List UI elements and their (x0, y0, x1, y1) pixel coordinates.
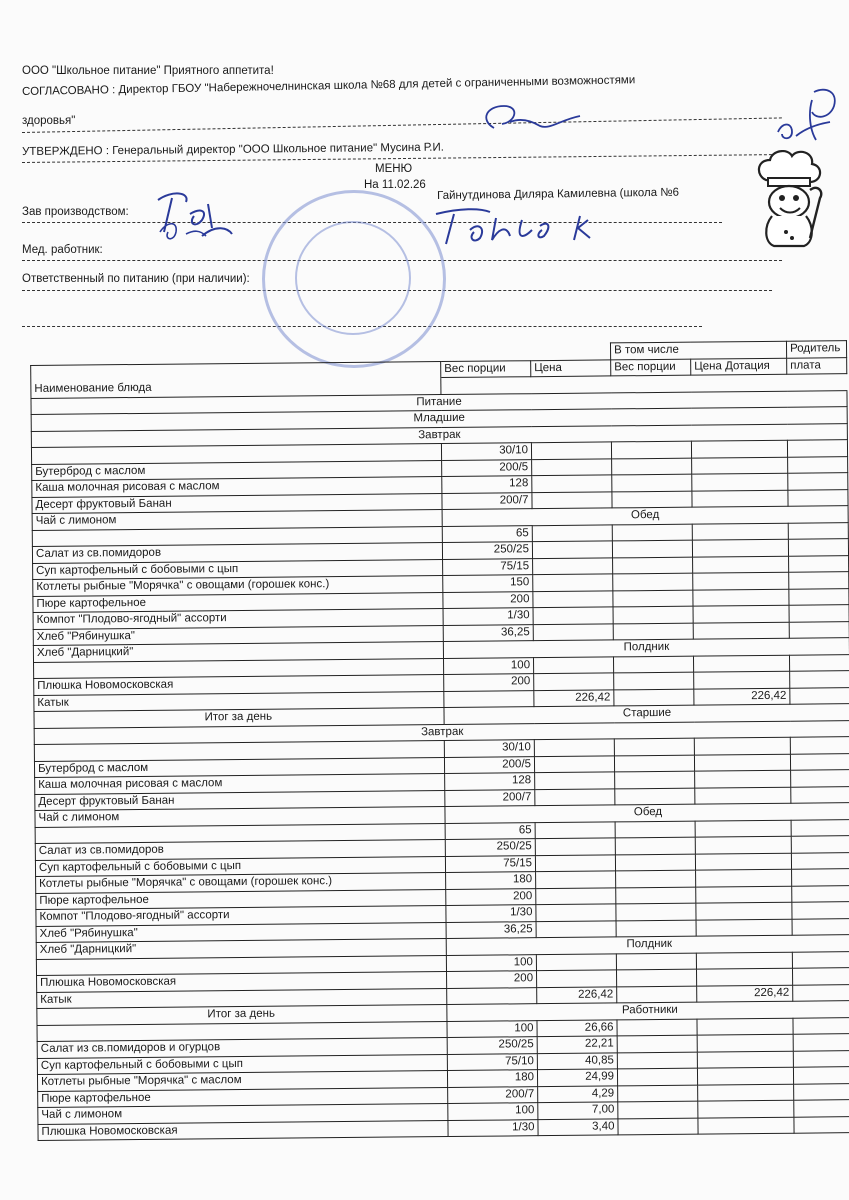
menu-date: На 11.02.26 (364, 179, 426, 191)
including-header: В том числе (610, 341, 786, 359)
inc-weight-cell (612, 491, 692, 508)
subsidy-cell (692, 490, 788, 507)
portion-weight: 200/7 (442, 492, 532, 509)
subsidy-cell (697, 1067, 793, 1084)
section-label: Завтрак (31, 423, 847, 447)
section-label: Обед (442, 506, 848, 526)
portion-weight: 65 (445, 822, 535, 839)
inc-weight-cell (612, 540, 692, 557)
portion-weight: 200/5 (442, 459, 532, 476)
inc-weight-cell (613, 656, 693, 673)
inc-weight-cell (616, 953, 696, 970)
dish-name: Каша молочная рисовая с маслом (35, 774, 445, 794)
price-cell (534, 755, 614, 772)
price-cell (531, 442, 611, 459)
price-cell (534, 673, 614, 690)
dish-name: Суп картофельный с бобовыми с цып (33, 559, 443, 579)
inc-weight-cell (616, 920, 696, 937)
price-cell (535, 772, 615, 789)
section-label: Полдник (446, 935, 849, 955)
price-cell (534, 739, 614, 756)
subsidy-cell (698, 1084, 794, 1101)
price-cell (533, 557, 613, 574)
subsidy-cell (697, 1034, 793, 1051)
portion-weight: 1/30 (443, 608, 533, 625)
approved-line: УТВЕРЖДЕНО : Генеральный директор "ООО Школьное питание" Мусина Р.И. (22, 141, 444, 158)
subsidy-cell (697, 1051, 793, 1068)
dish-name: Хлеб "Рябинушка" (36, 922, 446, 942)
parent-pay-cell (789, 555, 849, 572)
inc-weight-cell (618, 1101, 698, 1118)
parent-pay-cell (793, 1034, 849, 1051)
portion-weight (444, 690, 534, 707)
parent-pay-cell (788, 539, 848, 556)
price-cell (536, 953, 616, 970)
portion-weight (447, 987, 537, 1004)
inc-weight-cell (613, 557, 693, 574)
parent-header-2: плата (787, 357, 847, 374)
inc-weight-cell (612, 524, 692, 541)
inc-weight-cell (616, 969, 696, 986)
portion-weight: 100 (447, 1020, 537, 1037)
price-cell (535, 838, 615, 855)
dish-name: Катык (37, 988, 447, 1008)
portion-weight: 100 (443, 657, 533, 674)
inc-weight-cell (612, 458, 692, 475)
dish-name: Плюшка Новомосковская (34, 675, 444, 695)
agreed-line: СОГЛАСОВАНО : Директор ГБОУ "Набережночелнинская школа №68 для детей с ограниченными возможностями (22, 74, 636, 98)
section-label: Старшие (444, 704, 849, 724)
subsidy-cell: 226,42 (694, 688, 790, 705)
portion-weight: 200/5 (444, 756, 534, 773)
dish-name: Чай с лимоном (38, 1104, 448, 1124)
subsidy-cell (694, 671, 790, 688)
price-cell: 22,21 (537, 1036, 617, 1053)
inc-weight-cell (616, 870, 696, 887)
subsidy-cell (696, 886, 792, 903)
portion-weight: 150 (443, 575, 533, 592)
total-label: Итог за день (34, 708, 444, 728)
price-cell: 226,42 (537, 986, 617, 1003)
portion-weight: 200 (443, 591, 533, 608)
inc-weight-cell (617, 1019, 697, 1036)
subsidy-cell (695, 770, 791, 787)
subsidy-cell (694, 737, 790, 754)
portion-weight: 128 (442, 476, 532, 493)
parent-header: Родитель (786, 341, 846, 358)
signature-production-chief (150, 186, 240, 246)
parent-pay-cell (793, 984, 849, 1001)
parent-pay-cell (794, 1083, 849, 1100)
price-cell (533, 574, 613, 591)
menu-title: МЕНЮ (375, 163, 413, 175)
parent-pay-cell (788, 489, 848, 506)
portion-weight: 200/7 (445, 789, 535, 806)
inc-weight-cell (616, 903, 696, 920)
subsidy-cell (692, 539, 788, 556)
parent-pay-cell (794, 1100, 849, 1117)
parent-pay-cell (791, 770, 849, 787)
parent-pay-cell (790, 753, 849, 770)
parent-pay-cell (792, 902, 849, 919)
dish-name: Компот "Плодово-ягодный" ассорти (36, 906, 446, 926)
dish-name: Плюшка Новомосковская (37, 972, 447, 992)
portion-weight: 250/25 (445, 839, 535, 856)
portion-weight: 30/10 (441, 443, 531, 460)
subsidy-cell (693, 572, 789, 589)
inc-weight-cell (617, 986, 697, 1003)
subsidy-cell (696, 968, 792, 985)
parent-pay-cell (791, 786, 849, 803)
subsidy-cell: 226,42 (697, 985, 793, 1002)
parent-pay-cell (793, 1067, 849, 1084)
subsidy-cell (695, 787, 791, 804)
parent-pay-cell (787, 440, 847, 457)
price-cell: 40,85 (537, 1052, 617, 1069)
price-cell (533, 623, 613, 640)
price-cell (532, 475, 612, 492)
price-cell (535, 854, 615, 871)
section-label: Младшие (31, 407, 847, 431)
parent-pay-cell (788, 473, 848, 490)
subsidy-cell (695, 853, 791, 870)
subsidy-cell (696, 952, 792, 969)
portion-weight: 75/15 (443, 558, 533, 575)
portion-weight: 75/15 (445, 855, 535, 872)
subsidy-cell (696, 869, 792, 886)
portion-weight: 200 (447, 971, 537, 988)
inc-weight-cell (618, 1118, 698, 1135)
parent-pay-cell (788, 522, 848, 539)
dish-name: Бутерброд с маслом (34, 757, 444, 777)
section-label: Питание (31, 390, 847, 414)
portion-weight: 100 (448, 1103, 538, 1120)
dish-name: Котлеты рыбные "Морячка" с овощами (горошек конс.) (33, 576, 443, 596)
dish-name: Хлеб "Рябинушка" (33, 625, 443, 645)
section-label: Работники (447, 1001, 849, 1021)
inc-weight-cell (616, 887, 696, 904)
price-cell (535, 821, 615, 838)
price-cell (532, 491, 612, 508)
subsidy-cell (696, 902, 792, 919)
agreed-underline (22, 117, 782, 133)
dish-name: Салат из св.помидоров (35, 840, 445, 860)
dish-name: Бутерброд с маслом (32, 460, 442, 480)
company-line: ООО "Школьное питание" Приятного аппетита! (22, 65, 274, 77)
parent-pay-cell (791, 852, 849, 869)
inc-weight-cell (617, 1052, 697, 1069)
subsidy-cell (693, 655, 789, 672)
portion-weight: 200/7 (448, 1086, 538, 1103)
inc-weight-cell (613, 590, 693, 607)
portion-weight: 200 (444, 674, 534, 691)
portion-weight: 1/30 (448, 1119, 538, 1136)
signature-name (430, 206, 610, 250)
dish-name: Компот "Плодово-ягодный" ассорти (33, 609, 443, 629)
inc-weight-cell (615, 837, 695, 854)
menu-table-sheet (30, 340, 849, 1141)
responsible-label: Ответственный по питанию (при наличии): (22, 273, 250, 285)
inc-weight-cell (615, 788, 695, 805)
dish-name: Десерт фруктовый Банан (35, 790, 445, 810)
price-cell (536, 904, 616, 921)
subsidy-cell (693, 622, 789, 639)
subsidy-cell (697, 1018, 793, 1035)
portion-weight: 200 (446, 888, 536, 905)
subsidy-cell (696, 919, 792, 936)
price-cell: 3,40 (538, 1118, 618, 1135)
parent-pay-cell (792, 918, 849, 935)
dish-name: Котлеты рыбные "Морячка" с овощами (горошек конс.) (36, 873, 446, 893)
parent-pay-cell (789, 605, 849, 622)
subsidy-cell (692, 473, 788, 490)
price-cell (532, 524, 612, 541)
portion-weight: 100 (446, 954, 536, 971)
subsidy-cell (698, 1117, 794, 1134)
parent-pay-cell (789, 572, 849, 589)
dish-name: Катык (34, 691, 444, 711)
portion-weight: 180 (447, 1070, 537, 1087)
price-cell (533, 607, 613, 624)
parent-pay-cell (792, 951, 849, 968)
portion-weight: 250/25 (447, 1037, 537, 1054)
subsidy-cell (695, 836, 791, 853)
section-label: Завтрак (34, 720, 849, 744)
dish-name: Чай с лимоном (32, 510, 442, 530)
subsidy-cell (693, 556, 789, 573)
inc-weight-cell (613, 623, 693, 640)
parent-pay-cell (790, 687, 849, 704)
price-cell: 226,42 (534, 689, 614, 706)
parent-pay-cell (789, 654, 849, 671)
inc-weight-header: Вес порции (611, 359, 691, 376)
price-cell (535, 788, 615, 805)
dish-name: Суп картофельный с бобовыми с цып (37, 1054, 447, 1074)
dish-name: Плюшка Новомосковская (38, 1120, 448, 1140)
subsidy-cell (692, 457, 788, 474)
dish-name: Чай с лимоном (35, 807, 445, 827)
portion-weight: 250/25 (442, 542, 532, 559)
portion-weight: 1/30 (446, 905, 536, 922)
inc-weight-cell (611, 441, 691, 458)
section-label: Обед (445, 803, 849, 823)
inc-weight-cell (618, 1085, 698, 1102)
parent-pay-cell (790, 671, 849, 688)
subsidy-cell (692, 523, 788, 540)
subsidy-cell (695, 820, 791, 837)
parent-pay-cell (793, 1017, 849, 1034)
dish-name: Салат из св.помидоров (32, 543, 442, 563)
dish-name: Котлеты рыбные "Морячка" с маслом (37, 1071, 447, 1091)
price-cell (532, 541, 612, 558)
portion-weight: 65 (442, 525, 532, 542)
production-chief-label: Зав производством: (22, 206, 129, 218)
price-cell: 26,66 (537, 1019, 617, 1036)
inc-weight-cell (612, 474, 692, 491)
price-cell (537, 970, 617, 987)
weight-header: Вес порции (441, 360, 531, 377)
inc-weight-cell (615, 821, 695, 838)
portion-weight: 36,25 (446, 921, 536, 938)
dish-name: Пюре картофельное (38, 1087, 448, 1107)
parent-pay-cell (789, 588, 849, 605)
inc-weight-cell (614, 738, 694, 755)
inc-weight-cell (615, 771, 695, 788)
portion-weight: 128 (445, 773, 535, 790)
price-cell (533, 656, 613, 673)
parent-pay-cell (792, 968, 849, 985)
round-stamp (262, 190, 446, 368)
price-cell: 7,00 (538, 1102, 618, 1119)
price-cell: 24,99 (537, 1069, 617, 1086)
dish-name: Хлеб "Дарницкий" (33, 642, 443, 662)
parent-pay-cell (792, 885, 849, 902)
inc-weight-cell (617, 1035, 697, 1052)
inc-weight-cell (613, 606, 693, 623)
price-header: Цена (531, 359, 611, 376)
parent-pay-cell (788, 456, 848, 473)
menu-table (30, 340, 849, 1141)
inc-weight-cell (615, 854, 695, 871)
price-cell (532, 458, 612, 475)
price-cell (533, 590, 613, 607)
agreed-line-continued: здоровья" (22, 115, 76, 127)
dish-name: Салат из св.помидоров и огурцов (37, 1038, 447, 1058)
portion-weight: 36,25 (443, 624, 533, 641)
production-chief-name: Гайнутдинова Диляра Камилевна (школа №6 (437, 186, 680, 202)
subsidy-cell (693, 589, 789, 606)
dish-name: Хлеб "Дарницкий" (36, 939, 446, 959)
dish-name: Каша молочная рисовая с маслом (32, 477, 442, 497)
price-cell (536, 871, 616, 888)
parent-pay-cell (791, 836, 849, 853)
portion-weight: 30/10 (444, 740, 534, 757)
price-cell (536, 920, 616, 937)
parent-pay-cell (789, 621, 849, 638)
chef-logo (752, 150, 830, 250)
inc-weight-cell (614, 689, 694, 706)
dish-name: Десерт фруктовый Банан (32, 493, 442, 513)
dish-name: Пюре картофельное (36, 889, 446, 909)
price-cell: 4,29 (538, 1085, 618, 1102)
section-label: Полдник (443, 638, 849, 658)
subsidy-cell (698, 1100, 794, 1117)
signature-margin (770, 80, 849, 150)
inc-weight-cell (617, 1068, 697, 1085)
dish-name: Суп картофельный с бобовыми с цып (35, 856, 445, 876)
inc-weight-cell (613, 573, 693, 590)
dish-name: Пюре картофельное (33, 592, 443, 612)
price-cell (536, 887, 616, 904)
portion-weight: 180 (446, 872, 536, 889)
inc-weight-cell (614, 755, 694, 772)
portion-weight: 75/10 (447, 1053, 537, 1070)
name-header: Наименование блюда (31, 378, 441, 398)
subsidy-cell (691, 440, 787, 457)
parent-pay-cell (790, 737, 849, 754)
parent-pay-cell (792, 869, 849, 886)
medic-label: Мед. работник: (22, 244, 103, 256)
parent-pay-cell (791, 819, 849, 836)
inc-price-header: Цена Дотация (691, 358, 787, 375)
total-label: Итог за день (37, 1005, 447, 1025)
subsidy-cell (693, 605, 789, 622)
parent-pay-cell (793, 1050, 849, 1067)
parent-pay-cell (794, 1116, 849, 1133)
signature-director (470, 100, 590, 136)
subsidy-cell (694, 754, 790, 771)
inc-weight-cell (614, 672, 694, 689)
